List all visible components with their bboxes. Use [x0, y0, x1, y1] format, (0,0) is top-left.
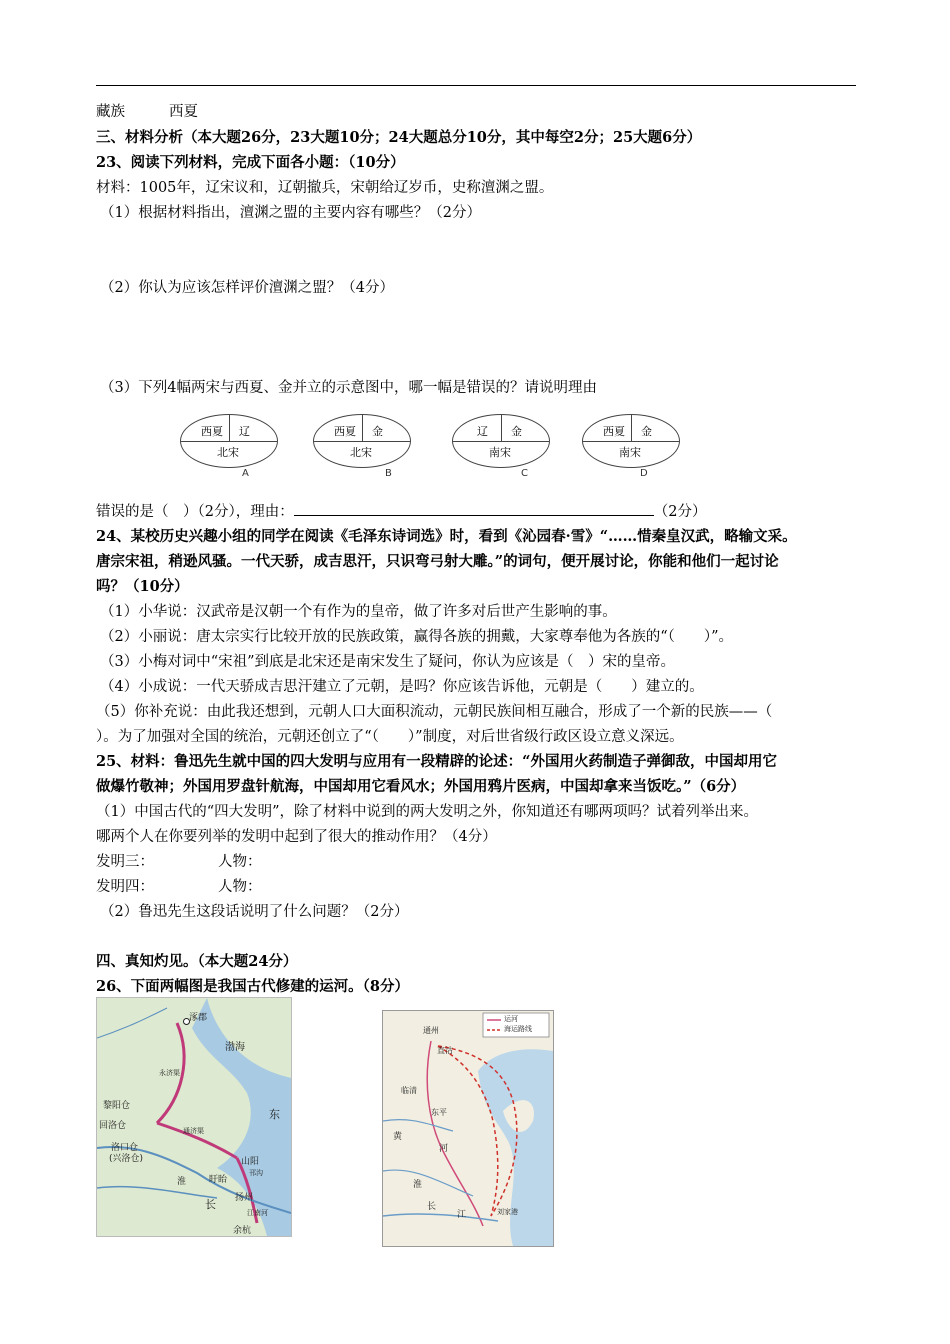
map1-label-dong: 东 [269, 1108, 280, 1121]
section4-title: 四、真知灼见。（本大题24分） [96, 953, 298, 970]
map1-label-huiluo: 回洛仓 [99, 1121, 127, 1131]
diagram-b-bottom: 北宋 [350, 446, 372, 459]
reason-blank[interactable] [294, 501, 654, 516]
diagram-a-bottom: 北宋 [217, 446, 239, 459]
map1-label-zhuojun: 涿郡 [189, 1013, 208, 1023]
map1-label-hangou: 邗沟 [249, 1169, 263, 1177]
yuan-canal-map [382, 1010, 554, 1247]
invention4-label: 发明四： [96, 879, 154, 895]
map1-label-liyang: 黎阳仓 [103, 1101, 131, 1111]
q24-item-1: （1）小华说：汉武帝是汉朝一个有作为的皇帝，做了许多对后世产生影响的事。 [100, 604, 617, 620]
person4-label: 人物： [218, 879, 262, 895]
q24-title-1: 24、某校历史兴趣小组的同学在阅读《毛泽东诗词选》时，看到《沁园春·雪》“……惜秦皇汉武，略输文采。 [96, 528, 797, 545]
q25-invention4-row [96, 876, 262, 898]
map1-label-jiangnan: 江南河 [247, 1209, 268, 1217]
map1-label-bohai: 渤海 [225, 1042, 245, 1053]
section3-title: 三、材料分析（本大题26分，23大题10分；24大题总分10分，其中每空2分；25大题6分） [96, 129, 702, 146]
diagram-b-label: B [385, 468, 392, 479]
q23-sub3: （3）下列4幅两宋与西夏、金并立的示意图中，哪一幅是错误的？请说明理由 [100, 380, 597, 396]
map2-label-he: 河 [439, 1144, 449, 1154]
map1-label-huai: 淮 [177, 1177, 187, 1187]
dynasty-diagrams [175, 410, 695, 484]
diagram-b-tl: 西夏 [334, 425, 356, 438]
q23-answer-line [96, 501, 706, 523]
diagram-d-tr: 金 [641, 425, 652, 438]
map1-label-shanyang: 山阳 [241, 1157, 260, 1167]
q24-item-5b: ）。为了加强对全国的统治，元朝还创立了“（ ）”制度，对后世省级行政区设立意义深远。 [96, 729, 684, 745]
q24-title-2: 唐宗宋祖，稍逊风骚。一代天骄，成吉思汗，只识弯弓射大雕。”的词句，便开展讨论，你能和他们一起讨论 [96, 553, 779, 570]
person3-label: 人物： [218, 854, 262, 870]
diagram-d [582, 414, 680, 468]
diagram-c-bottom: 南宋 [489, 446, 511, 459]
q23-material: 材料：1005年，辽宋议和，辽朝撤兵，宋朝给辽岁币，史称澶渊之盟。 [96, 180, 554, 196]
q24-item-3: （3）小梅对词中“宋祖”到底是北宋还是南宋发生了疑问，你认为应该是（ ）宋的皇帝。 [100, 654, 676, 670]
map1-label-luokou: 洛口仓 [111, 1143, 139, 1153]
map2-label-jiang: 江 [457, 1210, 467, 1220]
map1-label-yongji: 永济渠 [159, 1069, 180, 1077]
q25-sub1-a: （1）中国古代的“四大发明”，除了材料中说到的两大发明之外，你知道还有哪两项吗？试着列举出来。 [96, 804, 759, 820]
diagram-c [452, 414, 550, 468]
q24-item-4: （4）小成说：一代天骄成吉思汗建立了元朝，是吗？你应该告诉他，元朝是（ ）建立的。 [100, 679, 704, 695]
map2-label-liujiagang: 刘家港 [497, 1208, 518, 1216]
q24-item-2: （2）小丽说：唐太宗实行比较开放的民族政策，赢得各族的拥戴，大家尊奉他为各族的“（ ）”。 [100, 629, 734, 645]
sui-canal-map [96, 997, 292, 1237]
q23-sub2: （2）你认为应该怎样评价澶渊之盟？（4分） [100, 280, 394, 296]
q25-title-2: 做爆竹敬神；外国用罗盘针航海，中国却用它看风水；外国用鸦片医病，中国却拿来当饭吃。”（6分） [96, 778, 746, 795]
diagram-b [313, 414, 411, 468]
map1-label-xingluo: (兴洛仓) [109, 1154, 144, 1164]
invention3-label: 发明三： [96, 854, 154, 870]
map2-label-linqing: 临清 [401, 1086, 417, 1095]
diagram-b-tr: 金 [372, 425, 383, 438]
map2-label-tongzhou: 通州 [423, 1026, 439, 1035]
q23-sub1: （1）根据材料指出，澶渊之盟的主要内容有哪些？（2分） [100, 205, 481, 221]
diagram-a-label: A [242, 468, 249, 479]
map1-label-tongji: 通济渠 [183, 1127, 204, 1135]
q25-title-1: 25、材料：鲁迅先生就中国的四大发明与应用有一段精辟的论述：“外国用火药制造子弹御敌，中国却用它 [96, 753, 778, 770]
q24-title-3: 吗？（10分） [96, 578, 189, 595]
top-rule [96, 85, 856, 86]
diagram-c-tl: 辽 [477, 425, 488, 438]
diagram-d-tl: 西夏 [603, 425, 625, 438]
diagram-c-tr: 金 [511, 425, 522, 438]
diagram-a [180, 414, 278, 468]
q23-answer-prefix: 错误的是（ ）（2分），理由： [96, 504, 294, 520]
map2-label-chang: 长 [427, 1202, 437, 1212]
q23-title: 23、阅读下列材料，完成下面各小题：（10分） [96, 154, 405, 171]
q23-answer-suffix: （2分） [653, 504, 707, 520]
yuan-canal-map-drawing [383, 1011, 553, 1246]
q24-item-5: （5）你补充说：由此我还想到，元朝人口大面积流动，元朝民族间相互融合，形成了一个新的民族——（ [96, 704, 773, 720]
map1-label-xuyi: 盱眙 [209, 1175, 228, 1185]
map1-label-yangzhou: 扬州 [235, 1193, 254, 1203]
diagram-a-tr: 辽 [239, 425, 250, 438]
diagram-d-bottom: 南宋 [619, 446, 641, 459]
answer-xixia: 西夏 [169, 104, 198, 120]
answer-row [96, 101, 198, 123]
map1-label-yuhang: 余杭 [233, 1226, 252, 1236]
map2-legend-canal: 运河 [504, 1015, 518, 1023]
map2-label-zhigu: 直沽 [437, 1046, 453, 1055]
sui-canal-map-drawing [97, 998, 291, 1236]
q25-sub1-b: 哪两个人在你要列举的发明中起到了很大的推动作用？（4分） [96, 829, 497, 845]
answer-zangzu: 藏族 [96, 104, 125, 120]
diagram-d-label: D [640, 468, 648, 479]
diagram-a-tl: 西夏 [201, 425, 223, 438]
q25-sub2: （2）鲁迅先生这段话说明了什么问题？（2分） [100, 904, 409, 920]
map2-legend-sea: 海运路线 [504, 1025, 532, 1033]
map2-label-huang: 黄 [393, 1132, 403, 1142]
map2-label-huai: 淮 [413, 1180, 423, 1190]
q26-title: 26、下面两幅图是我国古代修建的运河。（8分） [96, 978, 410, 995]
q25-invention3-row [96, 851, 262, 873]
diagram-c-label: C [521, 468, 528, 479]
map2-label-dongping: 东平 [431, 1108, 447, 1117]
map1-label-chang: 长 [205, 1198, 216, 1211]
